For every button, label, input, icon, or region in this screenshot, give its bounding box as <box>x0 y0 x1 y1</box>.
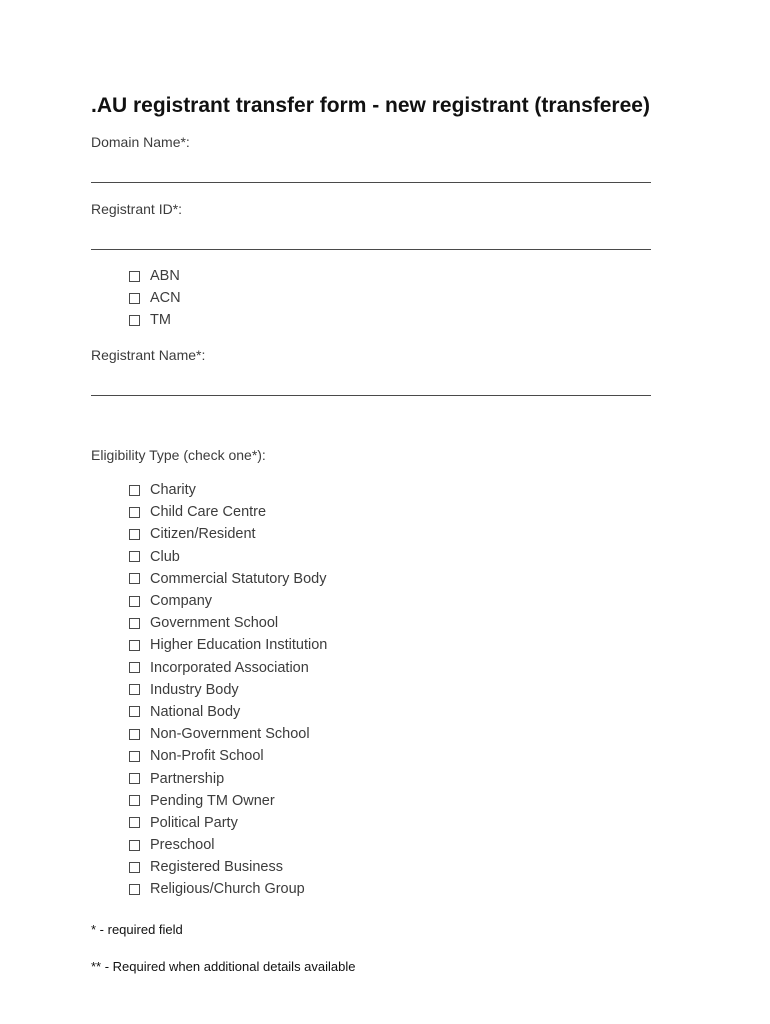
checkbox-label: Partnership <box>150 770 225 787</box>
checkbox[interactable] <box>129 618 140 629</box>
checkbox-label: National Body <box>150 703 241 720</box>
eligibility-option-item[interactable] <box>129 568 327 590</box>
checkbox[interactable] <box>129 551 140 562</box>
domain-name-label: Domain Name*: <box>91 134 190 150</box>
id-type-item[interactable] <box>129 309 181 331</box>
checkbox-label: Club <box>150 548 180 565</box>
checkbox-label: Company <box>150 593 213 610</box>
checkbox-label: Non-Profit School <box>150 748 264 765</box>
id-type-item[interactable] <box>129 287 181 309</box>
checkbox[interactable] <box>129 485 140 496</box>
registrant-id-input-line[interactable] <box>91 249 651 250</box>
additional-details-note: ** - Required when additional details available <box>91 959 356 974</box>
domain-name-input-line[interactable] <box>91 182 651 183</box>
checkbox[interactable] <box>129 795 140 806</box>
eligibility-option-item[interactable] <box>129 679 327 701</box>
checkbox[interactable] <box>129 529 140 540</box>
checkbox-label: Political Party <box>150 814 238 831</box>
registrant-name-label: Registrant Name*: <box>91 347 206 363</box>
eligibility-option-item[interactable] <box>129 790 327 812</box>
checkbox[interactable] <box>129 751 140 762</box>
checkbox-label: Citizen/Resident <box>150 526 256 543</box>
checkbox[interactable] <box>129 662 140 673</box>
eligibility-option-item[interactable] <box>129 701 327 723</box>
checkbox[interactable] <box>129 706 140 717</box>
checkbox[interactable] <box>129 271 140 282</box>
checkbox-label: Industry Body <box>150 681 239 698</box>
eligibility-option-item[interactable] <box>129 657 327 679</box>
eligibility-option-item[interactable] <box>129 479 327 501</box>
eligibility-option-item[interactable] <box>129 612 327 634</box>
checkbox[interactable] <box>129 862 140 873</box>
checkbox[interactable] <box>129 315 140 326</box>
eligibility-option-item[interactable] <box>129 723 327 745</box>
id-type-checkbox-list <box>129 265 181 332</box>
checkbox-label: Preschool <box>150 837 215 854</box>
checkbox[interactable] <box>129 884 140 895</box>
checkbox[interactable] <box>129 293 140 304</box>
eligibility-option-item[interactable] <box>129 523 327 545</box>
eligibility-option-item[interactable] <box>129 745 327 767</box>
required-field-note: * - required field <box>91 922 183 937</box>
form-title: .AU registrant transfer form - new registrant (transferee) <box>91 94 650 117</box>
eligibility-option-item[interactable] <box>129 634 327 656</box>
checkbox-label: Incorporated Association <box>150 659 309 676</box>
checkbox-label: Child Care Centre <box>150 504 267 521</box>
checkbox-label: TM <box>150 312 171 329</box>
eligibility-option-item[interactable] <box>129 856 327 878</box>
checkbox[interactable] <box>129 573 140 584</box>
checkbox-label: Commercial Statutory Body <box>150 570 327 587</box>
id-type-item[interactable] <box>129 265 181 287</box>
eligibility-type-label: Eligibility Type (check one*): <box>91 447 266 463</box>
eligibility-option-item[interactable] <box>129 878 327 900</box>
checkbox-label: Religious/Church Group <box>150 881 305 898</box>
checkbox-label: ABN <box>150 268 180 285</box>
eligibility-option-item[interactable] <box>129 767 327 789</box>
registrant-id-label: Registrant ID*: <box>91 201 183 217</box>
checkbox[interactable] <box>129 507 140 518</box>
checkbox-label: Non-Government School <box>150 726 310 743</box>
eligibility-option-item[interactable] <box>129 812 327 834</box>
checkbox[interactable] <box>129 817 140 828</box>
checkbox[interactable] <box>129 684 140 695</box>
checkbox-label: Pending TM Owner <box>150 792 275 809</box>
eligibility-option-item[interactable] <box>129 546 327 568</box>
checkbox-label: Registered Business <box>150 859 283 876</box>
checkbox[interactable] <box>129 640 140 651</box>
checkbox-label: ACN <box>150 290 181 307</box>
eligibility-option-item[interactable] <box>129 501 327 523</box>
eligibility-checkbox-list <box>129 479 327 901</box>
checkbox[interactable] <box>129 729 140 740</box>
eligibility-option-item[interactable] <box>129 834 327 856</box>
checkbox[interactable] <box>129 840 140 851</box>
checkbox-label: Higher Education Institution <box>150 637 328 654</box>
checkbox-label: Government School <box>150 615 279 632</box>
registrant-name-input-line[interactable] <box>91 395 651 396</box>
checkbox[interactable] <box>129 773 140 784</box>
checkbox-label: Charity <box>150 482 196 499</box>
checkbox[interactable] <box>129 596 140 607</box>
eligibility-option-item[interactable] <box>129 590 327 612</box>
